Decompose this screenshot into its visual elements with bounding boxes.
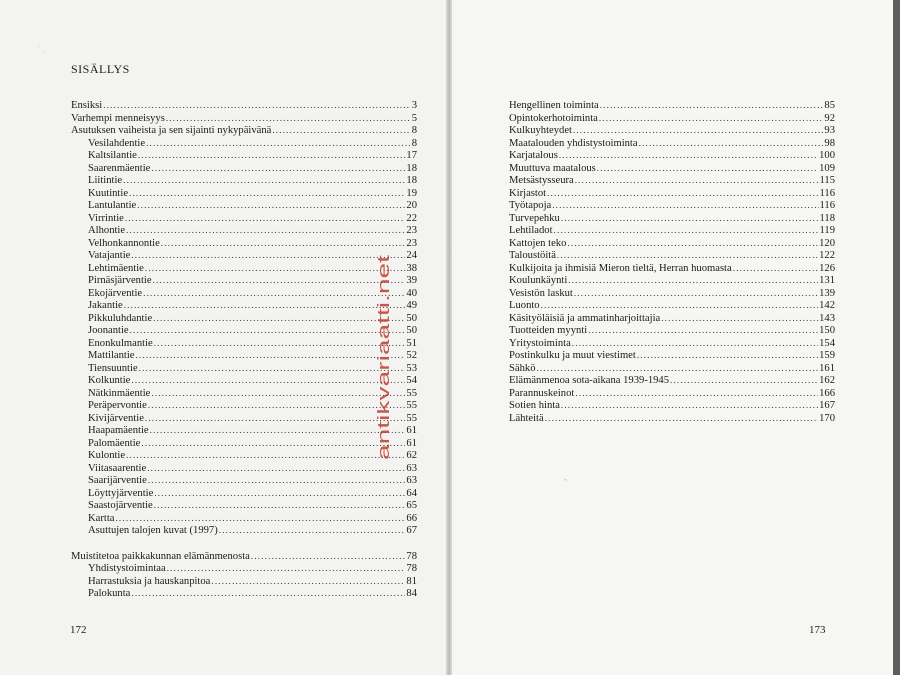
toc-entry-title: Luonto: [509, 300, 540, 311]
toc-entry: [71, 587, 417, 600]
dot-leader: [135, 349, 405, 362]
toc-entry-title: Kulkuyhteydet: [509, 125, 572, 136]
toc-entry-title: Kartta: [88, 512, 115, 524]
toc-entry-title: Maatalouden yhdistystoiminta: [509, 137, 638, 149]
toc-entry-page: 62: [406, 450, 417, 461]
toc-entry: [509, 212, 835, 225]
toc-entry: [509, 299, 835, 312]
page-number-right: 173: [809, 624, 826, 636]
dot-leader: [151, 387, 405, 400]
dot-leader: [141, 437, 405, 450]
toc-entry-title: Joonantie: [88, 325, 129, 336]
toc-entry: [509, 162, 835, 175]
toc-entry-page: 120: [819, 237, 835, 249]
dot-leader: [124, 299, 406, 312]
toc-entry-title: Harrastuksia ja hauskanpitoa: [88, 575, 211, 587]
toc-entry-page: 18: [406, 162, 417, 174]
toc-entry-title: Löyttyjärventie: [88, 487, 154, 499]
dot-leader: [145, 412, 406, 425]
toc-entry: [71, 274, 417, 287]
scan-speck: ~: [564, 478, 568, 484]
toc-entry: [509, 349, 835, 362]
toc-entry: [71, 349, 417, 362]
dot-leader: [559, 149, 818, 162]
dot-leader: [554, 224, 819, 237]
toc-entry-title: Peräpervontie: [88, 400, 147, 411]
toc-entry-title: Mattilantie: [88, 350, 135, 361]
dot-leader: [103, 99, 411, 112]
dot-leader: [145, 262, 406, 275]
toc-entry-title: Hengellinen toiminta: [509, 100, 599, 111]
toc-entry-page: 161: [819, 362, 835, 374]
scan-speck: ·: [38, 44, 40, 50]
toc-entry-title: Muuttuva maatalous: [509, 162, 596, 174]
toc-entry-page: 38: [406, 262, 417, 274]
toc-entry: [509, 174, 835, 187]
dot-leader: [272, 124, 410, 137]
toc-entry-page: 84: [406, 588, 417, 599]
toc-entry: [71, 374, 417, 387]
toc-entry-title: Asutuksen vaiheista ja sen sijainti nykypäivänä: [71, 125, 272, 136]
toc-entry: [509, 337, 835, 350]
dot-leader: [154, 487, 405, 500]
dot-leader: [143, 287, 405, 300]
toc-entry-page: 55: [406, 400, 417, 411]
dot-leader: [151, 162, 405, 175]
toc-entry: [509, 324, 835, 337]
toc-entry: [509, 287, 835, 300]
toc-entry-page: 64: [406, 487, 417, 499]
toc-entry: [71, 99, 417, 112]
toc-entry-page: 116: [819, 200, 835, 211]
watermark-text: antikvariaatti.net: [374, 336, 393, 460]
toc-entry-page: 8: [411, 137, 417, 149]
dot-leader: [161, 237, 406, 250]
dot-leader: [125, 212, 406, 225]
toc-entry-title: Kirjastot: [509, 187, 547, 199]
toc-entry: [71, 562, 417, 575]
toc-entry: [71, 199, 417, 212]
toc-entry: [71, 449, 417, 462]
toc-entry-title: Haapamäentie: [88, 425, 149, 436]
toc-entry-title: Kattojen teko: [509, 237, 567, 249]
toc-entry: [71, 499, 417, 512]
dot-leader: [552, 199, 818, 212]
toc-entry-title: Nätkinmäentie: [88, 387, 151, 399]
toc-entry-page: 20: [406, 200, 417, 211]
toc-entry-title: Kuutintie: [88, 187, 129, 199]
toc-entry-page: 131: [819, 275, 835, 286]
toc-entry-title: Yhdistystoimintaa: [88, 563, 166, 574]
toc-entry: [71, 337, 417, 350]
toc-entry-page: 24: [406, 250, 417, 261]
toc-entry-title: Yritystoiminta: [509, 337, 571, 349]
toc-entry: [71, 512, 417, 525]
toc-entry: [509, 199, 835, 212]
toc-entry-page: 8: [411, 125, 417, 136]
toc-entry-page: 67: [406, 525, 417, 536]
dot-leader: [575, 174, 819, 187]
toc-entry-page: 65: [406, 500, 417, 511]
toc-entry-page: 3: [411, 100, 417, 111]
dot-leader: [130, 324, 406, 337]
toc-entry-title: Kolkuntie: [88, 375, 131, 386]
toc-entry: [509, 362, 835, 375]
toc-entry: [71, 212, 417, 225]
dot-leader: [574, 287, 818, 300]
toc-entry-title: Kulkijoita ja ihmisiä Mieron tieltä, Herran huomasta: [509, 262, 732, 274]
left-page: [0, 0, 448, 675]
toc-entry-page: 66: [406, 512, 417, 524]
toc-list-left: [71, 99, 417, 600]
toc-entry-page: 98: [824, 137, 835, 149]
scan-border-right: [893, 0, 900, 675]
toc-entry-page: 22: [406, 212, 417, 224]
toc-entry-page: 143: [819, 312, 835, 324]
toc-entry-title: Asuttujen talojen kuvat (1997): [88, 525, 218, 536]
dot-leader: [545, 412, 818, 425]
toc-entry-title: Lantulantie: [88, 200, 137, 211]
toc-entry: [71, 437, 417, 450]
toc-entry: [509, 124, 835, 137]
dot-leader: [670, 374, 818, 387]
dot-leader: [166, 112, 411, 125]
dot-leader: [131, 587, 405, 600]
dot-leader: [150, 424, 406, 437]
dot-leader: [575, 387, 818, 400]
dot-leader: [123, 174, 405, 187]
toc-entry: [71, 137, 417, 150]
toc-entry-title: Kivijärventie: [88, 412, 144, 424]
toc-entry-title: Kaltsilantie: [88, 150, 137, 161]
dot-leader: [561, 399, 818, 412]
toc-entry: [71, 112, 417, 125]
dot-leader: [126, 449, 405, 462]
toc-entry: [71, 550, 417, 563]
toc-entry-page: 139: [819, 287, 835, 299]
toc-entry-title: Tuotteiden myynti: [509, 325, 588, 336]
toc-entry-page: 19: [406, 187, 417, 199]
toc-entry-title: Muistitetoa paikkakunnan elämänmenosta: [71, 550, 250, 562]
toc-entry-page: 92: [824, 112, 835, 124]
toc-entry-title: Saarenmäentie: [88, 162, 151, 174]
page-number-left: 172: [70, 624, 87, 636]
toc-entry-page: 61: [406, 437, 417, 449]
dot-leader: [588, 324, 818, 337]
toc-entry: [71, 524, 417, 537]
dot-leader: [541, 299, 819, 312]
toc-entry-title: Virrintie: [88, 212, 124, 224]
scan-speck: ·: [44, 50, 46, 56]
toc-entry-page: 118: [819, 212, 835, 224]
toc-entry-title: Vatajantie: [88, 250, 131, 261]
toc-entry-page: 63: [406, 475, 417, 486]
toc-entry-title: Parannuskeinot: [509, 387, 575, 399]
toc-entry-page: 61: [406, 425, 417, 436]
dot-leader: [131, 374, 405, 387]
toc-entry-page: 85: [824, 100, 835, 111]
toc-entry-title: Pikkuluhdantie: [88, 312, 153, 324]
toc-entry: [71, 249, 417, 262]
toc-entry: [509, 312, 835, 325]
watermark-graphic: [370, 250, 400, 460]
dot-leader: [147, 462, 405, 475]
toc-entry-title: Kulontie: [88, 450, 126, 461]
toc-entry: [71, 299, 417, 312]
toc-entry-page: 116: [819, 187, 835, 199]
dot-leader: [561, 212, 819, 225]
toc-entry-page: 18: [406, 175, 417, 186]
toc-entry-title: Elämänmenoa sota-aikana 1939-1945: [509, 375, 670, 386]
right-page: [452, 0, 900, 675]
toc-entry-title: Liitintie: [88, 175, 123, 186]
toc-entry: [509, 99, 835, 112]
toc-entry: [71, 387, 417, 400]
toc-entry-page: 49: [406, 300, 417, 311]
toc-entry: [71, 174, 417, 187]
toc-entry: [509, 187, 835, 200]
toc-entry-title: Saarijärventie: [88, 475, 147, 486]
dot-leader: [153, 274, 406, 287]
dot-leader: [733, 262, 818, 275]
toc-entry-title: Palomäentie: [88, 437, 141, 449]
toc-entry-page: 142: [819, 300, 835, 311]
toc-entry-title: Alhontie: [88, 225, 126, 236]
toc-entry-page: 40: [406, 287, 417, 299]
toc-entry-title: Turvepehku: [509, 212, 560, 224]
toc-entry-page: 162: [819, 375, 835, 386]
toc-entry: [71, 124, 417, 137]
toc-entry-page: 109: [819, 162, 835, 174]
dot-leader: [154, 499, 406, 512]
toc-entry: [71, 362, 417, 375]
toc-entry-page: 167: [819, 400, 835, 411]
toc-heading: SISÄLLYS: [71, 62, 130, 76]
dot-leader: [599, 112, 824, 125]
dot-leader: [573, 124, 823, 137]
toc-entry-page: 17: [406, 150, 417, 161]
dot-leader: [251, 550, 406, 563]
dot-leader: [148, 399, 406, 412]
dot-leader: [557, 249, 818, 262]
toc-entry-title: Työtapoja: [509, 200, 552, 211]
toc-entry-page: 51: [406, 337, 417, 349]
dot-leader: [126, 224, 405, 237]
toc-entry-title: Lehtiladot: [509, 225, 553, 236]
toc-entry-page: 119: [819, 225, 835, 236]
toc-entry: [71, 487, 417, 500]
toc-entry-title: Velhonkannontie: [88, 237, 160, 249]
toc-entry: [71, 224, 417, 237]
toc-entry-page: 78: [406, 563, 417, 574]
toc-entry: [71, 187, 417, 200]
dot-leader: [567, 237, 818, 250]
toc-entry-title: Ekojärventie: [88, 287, 143, 299]
toc-entry-page: 115: [819, 175, 835, 186]
dot-leader: [129, 187, 405, 200]
toc-entry: [71, 287, 417, 300]
toc-entry-page: 23: [406, 237, 417, 249]
toc-entry-title: Postinkulku ja muut viestimet: [509, 350, 636, 361]
dot-leader: [137, 199, 405, 212]
dot-leader: [153, 312, 405, 325]
toc-entry-title: Ensiksi: [71, 100, 103, 111]
toc-entry-page: 52: [406, 350, 417, 361]
toc-entry-page: 78: [406, 550, 417, 562]
toc-entry-page: 93: [824, 125, 835, 136]
toc-entry-title: Enonkulmantie: [88, 337, 153, 349]
toc-entry-title: Sähkö: [509, 362, 536, 374]
toc-entry-title: Pirnäsjärventie: [88, 275, 152, 286]
toc-entry: [71, 424, 417, 437]
toc-entry: [509, 112, 835, 125]
toc-entry: [509, 237, 835, 250]
toc-list-right: [509, 99, 835, 424]
toc-entry: [71, 324, 417, 337]
toc-entry-page: 81: [406, 575, 417, 587]
dot-leader: [167, 562, 406, 575]
toc-entry: [509, 262, 835, 275]
dot-leader: [572, 337, 818, 350]
toc-entry-page: 54: [406, 375, 417, 386]
toc-entry-title: Lähteitä: [509, 412, 544, 424]
dot-leader: [211, 575, 405, 588]
toc-entry-title: Saastojärventie: [88, 500, 153, 511]
toc-entry: [71, 412, 417, 425]
toc-entry: [71, 575, 417, 588]
toc-entry-page: 55: [406, 387, 417, 399]
toc-entry-title: Vesilahdentie: [88, 137, 146, 149]
dot-leader: [637, 349, 818, 362]
dot-leader: [131, 249, 405, 262]
dot-leader: [568, 274, 818, 287]
toc-entry: [71, 399, 417, 412]
toc-entry-page: 53: [406, 362, 417, 374]
toc-entry-page: 159: [819, 350, 835, 361]
dot-leader: [146, 137, 411, 150]
toc-entry: [509, 224, 835, 237]
toc-entry-title: Karjatalous: [509, 150, 558, 161]
toc-entry-title: Koulunkäynti: [509, 275, 568, 286]
toc-entry: [509, 412, 835, 425]
toc-entry-title: Tiensuuntie: [88, 362, 138, 374]
toc-entry-page: 126: [819, 262, 835, 274]
watermark-stamp: [370, 250, 400, 460]
toc-entry: [509, 274, 835, 287]
toc-entry: [509, 137, 835, 150]
dot-leader: [154, 337, 406, 350]
toc-entry: [71, 262, 417, 275]
toc-entry: [71, 237, 417, 250]
toc-entry: [509, 387, 835, 400]
toc-entry-page: 100: [819, 150, 835, 161]
toc-entry-page: 50: [406, 312, 417, 324]
dot-leader: [661, 312, 818, 325]
dot-leader: [138, 149, 406, 162]
dot-leader: [139, 362, 406, 375]
dot-leader: [148, 474, 406, 487]
toc-entry-title: Metsästysseura: [509, 175, 574, 186]
dot-leader: [600, 99, 824, 112]
toc-entry: [509, 399, 835, 412]
toc-entry: [71, 474, 417, 487]
toc-entry-title: Lehtimäentie: [88, 262, 144, 274]
toc-entry-title: Käsityöläisiä ja ammatinharjoittajia: [509, 312, 661, 324]
toc-entry-title: Jakantie: [88, 300, 123, 311]
toc-entry: [509, 149, 835, 162]
toc-entry: [71, 149, 417, 162]
toc-entry-page: 39: [406, 275, 417, 286]
toc-entry: [71, 162, 417, 175]
toc-entry-page: 50: [406, 325, 417, 336]
toc-entry-title: Opintokerhotoiminta: [509, 112, 598, 124]
toc-entry-page: 55: [406, 412, 417, 424]
toc-entry-title: Palokunta: [88, 588, 131, 599]
toc-entry-page: 150: [819, 325, 835, 336]
toc-entry: [509, 249, 835, 262]
toc-entry-page: 122: [819, 250, 835, 261]
dot-leader: [547, 187, 818, 200]
dot-leader: [597, 162, 818, 175]
toc-entry: [71, 462, 417, 475]
toc-entry-title: Sotien hinta: [509, 400, 560, 411]
dot-leader: [115, 512, 405, 525]
toc-entry-title: Viitasaarentie: [88, 462, 147, 474]
toc-entry-title: Taloustöitä: [509, 250, 556, 261]
toc-entry: [509, 374, 835, 387]
toc-entry-page: 63: [406, 462, 417, 474]
toc-entry: [71, 312, 417, 325]
toc-entry-title: Varhempi menneisyys: [71, 112, 165, 124]
dot-leader: [536, 362, 818, 375]
toc-entry-page: 5: [411, 112, 417, 124]
toc-entry-page: 170: [819, 412, 835, 424]
toc-entry-page: 23: [406, 225, 417, 236]
toc-entry-page: 166: [819, 387, 835, 399]
dot-leader: [639, 137, 824, 150]
toc-entry-page: 154: [819, 337, 835, 349]
dot-leader: [219, 524, 406, 537]
toc-entry-title: Vesistön laskut: [509, 287, 573, 299]
